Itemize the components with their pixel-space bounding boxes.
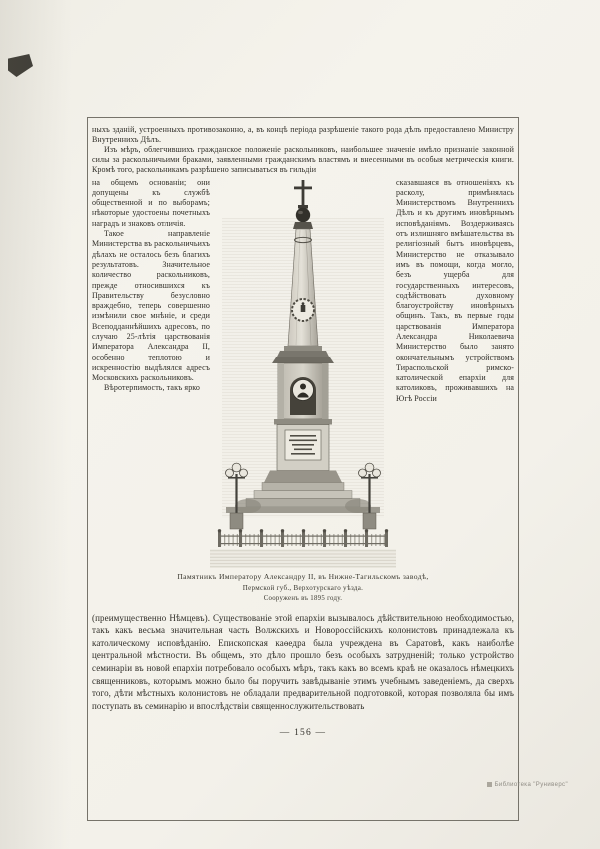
caption-line: Сооруженъ въ 1895 году. bbox=[263, 594, 343, 602]
monument-fence bbox=[218, 529, 388, 547]
paragraph: Изъ мѣръ, облегчившихъ гражданское положеніе раскольниковъ, наибольшее значеніе имѣло признаніе законной силы за раскольничьими браками, заявленными гражданскимъ властямъ и внесенными въ особыя метрическія книги. Кромѣ того, раскольникамъ разрѣшено записываться въ гильдіи bbox=[92, 144, 514, 174]
page-frame-border bbox=[87, 117, 519, 821]
paragraph: ныхъ зданій, устроенныхъ противозаконно, а, въ концѣ періода разрѣшеніе такого рода дѣлъ предоставлено Министру Внутреннихъ Дѣлъ. bbox=[92, 125, 514, 144]
laurel-wreath-icon bbox=[292, 299, 314, 321]
top-text-block bbox=[92, 125, 514, 175]
caption-line: Пермской губ., Верхотурскаго уѣзда. bbox=[242, 583, 364, 592]
engraving-ground-hatch bbox=[210, 549, 396, 568]
monument-cross-icon bbox=[294, 180, 312, 209]
paragraph: сказавшаяся въ отношеніяхъ къ расколу, примѣнялась Министерствомъ Внутреннихъ Дѣлъ и къ другимъ иновѣрнымъ исповѣданіямъ. Воздерживаясь отъ излишняго вмѣшательства въ религіозный бытъ иновѣрцевъ, Министерство не отказывало имъ въ помощи, когда могло, безъ ущерба для государственныхъ интересовъ, содѣйствовать духовному благоустройству иновѣрныхъ общинъ. Такъ, въ первые годы царствованія Императора Александра Николаевича Министерство было занято окончательнымъ устройствомъ Тираспольской римско-католической епархіи для католиковъ, проживавшихъ на Югѣ Россіи bbox=[396, 177, 514, 403]
paragraph: на общемъ основаніи; они допущены къ службѣ общественной и по выборамъ; нѣкоторые удостоены почетныхъ наградъ и знаковъ отличія. bbox=[92, 177, 210, 228]
monument-illustration bbox=[210, 178, 396, 568]
monument-engraving bbox=[210, 178, 396, 568]
library-watermark: Библиотека "Руниверс" bbox=[487, 782, 568, 788]
paragraph: Вѣротерпимость, такъ ярко bbox=[104, 383, 200, 393]
right-column bbox=[396, 178, 514, 405]
bush-right bbox=[345, 499, 371, 513]
bottom-text-block: (преимущественно Нѣмцевъ). Существованіе этой епархіи вызывалось дѣйствительною необходимостью, такъ какъ весьма значительная часть Волжскихъ и Новороссійскихъ колонистовъ принадлежала къ католическому исповѣданію. Епископская каѳедра была учреждена въ Саратовѣ, какъ наиболѣе центральной мѣстности. Въ общемъ, это дѣло прошло безъ особыхъ затрудненій; только устройство семинаріи въ новой епархіи потребовало особыхъ мѣръ, такъ какъ во всемъ краѣ не оказалось нѣмецкихъ священниковъ, которымъ можно было бы поручить завѣдываніе этимъ учебнымъ заведеніемъ, да сверхъ того, дѣти мѣстныхъ колонистовъ не обладали предварительной подготовкой, которая позволяла бы имъ поступать въ семинарію и впослѣдствіи священнослужительствовать bbox=[92, 612, 514, 711]
inscription-plaque bbox=[285, 430, 321, 460]
caption-line: Памятникъ Императору Александру II, въ Нижне-Тагильскомъ заводѣ, bbox=[177, 571, 429, 581]
bush-left bbox=[235, 499, 261, 513]
text-wrap-zone bbox=[92, 178, 514, 568]
page-number: — 156 — bbox=[279, 728, 327, 739]
left-column bbox=[92, 178, 210, 394]
scan-artifact-mark bbox=[8, 54, 33, 77]
portrait-medallion-icon bbox=[293, 379, 314, 400]
figure-caption bbox=[92, 572, 514, 602]
paragraph: Такое направленіе Министерства въ раскольничьихъ дѣлахъ не осталось безъ благихъ результатовъ. Значительное количество раскольниковъ, прежде относившихся къ Правительству безусловно враждебно, теперь совершенно измѣнили свое мнѣніе, и среди Всеподданнѣйшихъ адресовъ, по случаю 25-лѣтія царствованія Императора Александра II, особенно теплотою и искренностію выдѣлялся адресъ Московскихъ раскольниковъ. bbox=[92, 229, 211, 383]
